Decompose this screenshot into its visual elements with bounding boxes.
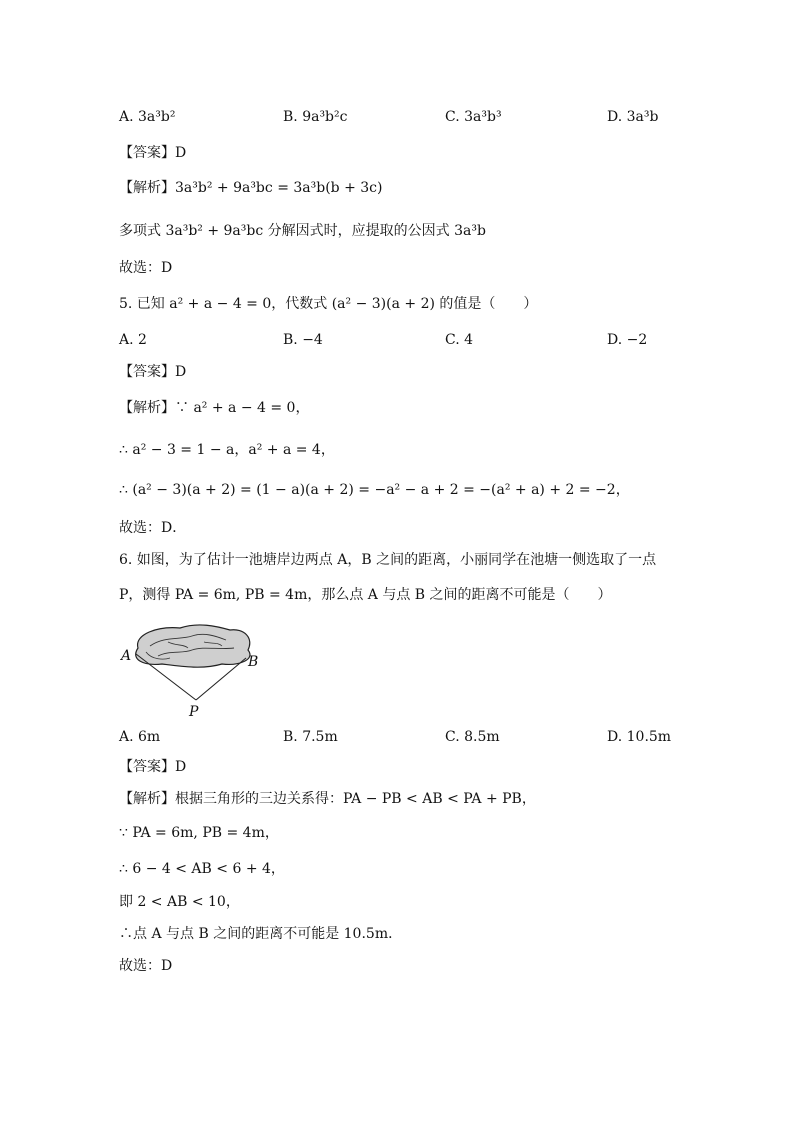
pond-figure xyxy=(118,620,268,720)
q6-choose: 故选：D xyxy=(119,958,173,974)
pond-triangle-diagram xyxy=(118,620,268,720)
q6-stem-line-2: P，测得 PA = 6m, PB = 4m，那么点 A 与点 B 之间的距离不可能是（ ） xyxy=(119,587,612,603)
q6-answer: 【答案】D xyxy=(119,759,187,775)
label-a: A xyxy=(121,648,132,664)
q5-choose: 故选：D． xyxy=(119,520,187,536)
q6-option-b: B. 7.5m xyxy=(283,729,338,745)
q5-answer: 【答案】D xyxy=(119,364,187,380)
q6-option-c: C. 8.5m xyxy=(445,729,500,745)
q4-explain: 多项式 3a³b² + 9a³bc 分解因式时，应提取的公因式 3a³b xyxy=(119,223,486,239)
q4-choose: 故选：D xyxy=(119,260,173,276)
q6-analysis-1: 【解析】根据三角形的三边关系得：PA − PB < AB < PA + PB， xyxy=(119,791,536,807)
q5-option-a: A. 2 xyxy=(119,332,147,348)
q6-analysis-2: ∵ PA = 6m, PB = 4m， xyxy=(119,825,279,841)
q5-analysis-3: ∴ (a² − 3)(a + 2) = (1 − a)(a + 2) = −a² − a + 2 = −(a² + a) + 2 = −2， xyxy=(119,482,630,498)
q4-answer: 【答案】D xyxy=(119,145,187,161)
q4-option-a: A. 3a³b² xyxy=(119,109,176,125)
q5-option-b: B. −4 xyxy=(283,332,323,348)
q4-option-c: C. 3a³b³ xyxy=(445,109,502,125)
q4-option-b: B. 9a³b²c xyxy=(283,109,348,125)
q6-option-a: A. 6m xyxy=(119,729,161,745)
label-p: P xyxy=(189,704,199,720)
q4-option-d: D. 3a³b xyxy=(607,109,659,125)
q5-analysis-2: ∴ a² − 3 = 1 − a，a² + a = 4， xyxy=(119,442,335,458)
q5-stem: 5. 已知 a² + a − 4 = 0，代数式 (a² − 3)(a + 2) 的值是（ ） xyxy=(119,296,538,312)
q6-analysis-4: 即 2 < AB < 10， xyxy=(119,894,240,910)
q5-option-c: C. 4 xyxy=(445,332,474,348)
q6-option-d: D. 10.5m xyxy=(607,729,672,745)
pond-shape xyxy=(136,625,250,667)
q6-analysis-5: ∴点 A 与点 B 之间的距离不可能是 10.5m． xyxy=(119,926,403,942)
q6-stem-line-1: 6. 如图，为了估计一池塘岸边两点 A，B 之间的距离，小丽同学在池塘一侧选取了一点 xyxy=(119,552,657,568)
q4-analysis: 【解析】3a³b² + 9a³bc = 3a³b(b + 3c) xyxy=(119,180,383,196)
q5-option-d: D. −2 xyxy=(607,332,648,348)
q5-analysis-1: 【解析】∵ a² + a − 4 = 0， xyxy=(119,400,310,416)
label-b: B xyxy=(248,654,259,670)
q6-analysis-3: ∴ 6 − 4 < AB < 6 + 4， xyxy=(119,861,285,877)
